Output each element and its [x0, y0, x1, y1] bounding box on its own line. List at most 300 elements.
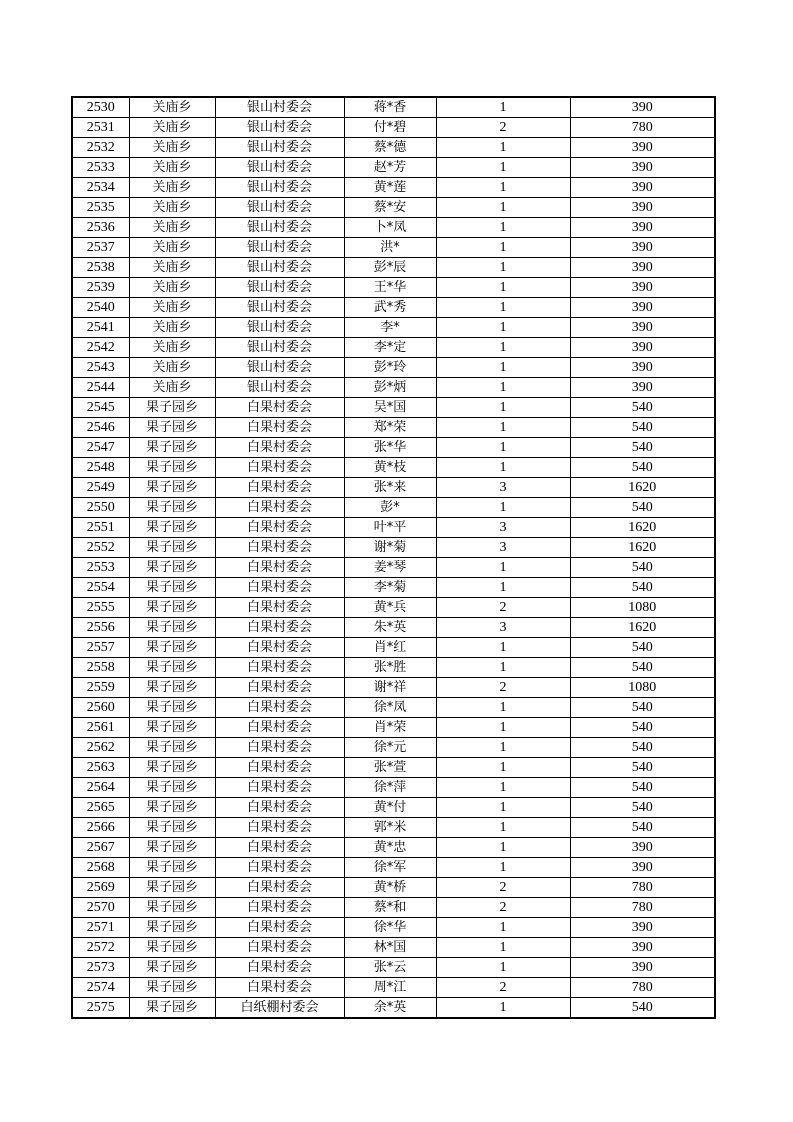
household-count-cell: 1 — [436, 198, 570, 218]
village-committee-cell: 白果村委会 — [215, 438, 344, 458]
township-cell: 果子园乡 — [129, 578, 215, 598]
amount-cell: 780 — [570, 878, 715, 898]
amount-cell: 1620 — [570, 478, 715, 498]
table-row — [72, 858, 715, 878]
household-count-cell: 1 — [436, 318, 570, 338]
row-number: 2552 — [72, 538, 129, 558]
recipient-name-cell: 洪* — [344, 238, 436, 258]
amount-cell: 540 — [570, 658, 715, 678]
household-count-cell: 1 — [436, 858, 570, 878]
recipient-name-cell: 李* — [344, 318, 436, 338]
row-number: 2549 — [72, 478, 129, 498]
township-cell: 果子园乡 — [129, 478, 215, 498]
township-cell: 关庙乡 — [129, 278, 215, 298]
township-cell: 果子园乡 — [129, 558, 215, 578]
household-count-cell: 1 — [436, 438, 570, 458]
township-cell: 果子园乡 — [129, 798, 215, 818]
village-committee-cell: 白果村委会 — [215, 678, 344, 698]
table-row — [72, 578, 715, 598]
household-count-cell: 1 — [436, 558, 570, 578]
household-count-cell: 3 — [436, 478, 570, 498]
row-number: 2536 — [72, 218, 129, 238]
recipient-name-cell: 谢*祥 — [344, 678, 436, 698]
amount-cell: 780 — [570, 978, 715, 998]
township-cell: 果子园乡 — [129, 638, 215, 658]
village-committee-cell: 白果村委会 — [215, 818, 344, 838]
village-committee-cell: 银山村委会 — [215, 378, 344, 398]
amount-cell: 540 — [570, 758, 715, 778]
row-number: 2539 — [72, 278, 129, 298]
row-number: 2548 — [72, 458, 129, 478]
village-committee-cell: 银山村委会 — [215, 358, 344, 378]
row-number: 2531 — [72, 118, 129, 138]
village-committee-cell: 白果村委会 — [215, 978, 344, 998]
amount-cell: 390 — [570, 158, 715, 178]
amount-cell: 540 — [570, 718, 715, 738]
amount-cell: 390 — [570, 238, 715, 258]
row-number: 2551 — [72, 518, 129, 538]
township-cell: 果子园乡 — [129, 498, 215, 518]
township-cell: 关庙乡 — [129, 218, 215, 238]
amount-cell: 780 — [570, 898, 715, 918]
village-committee-cell: 白纸棚村委会 — [215, 998, 344, 1019]
table-row — [72, 298, 715, 318]
township-cell: 关庙乡 — [129, 158, 215, 178]
amount-cell: 540 — [570, 998, 715, 1019]
recipient-name-cell: 林*国 — [344, 938, 436, 958]
amount-cell: 390 — [570, 138, 715, 158]
row-number: 2553 — [72, 558, 129, 578]
village-committee-cell: 白果村委会 — [215, 638, 344, 658]
township-cell: 关庙乡 — [129, 378, 215, 398]
row-number: 2530 — [72, 97, 129, 118]
table-row — [72, 358, 715, 378]
village-committee-cell: 银山村委会 — [215, 238, 344, 258]
table-row — [72, 378, 715, 398]
table-row — [72, 438, 715, 458]
household-count-cell: 1 — [436, 998, 570, 1019]
row-number: 2555 — [72, 598, 129, 618]
row-number: 2537 — [72, 238, 129, 258]
household-count-cell: 2 — [436, 118, 570, 138]
village-committee-cell: 白果村委会 — [215, 738, 344, 758]
row-number: 2541 — [72, 318, 129, 338]
village-committee-cell: 白果村委会 — [215, 898, 344, 918]
recipient-name-cell: 蔡*和 — [344, 898, 436, 918]
amount-cell: 780 — [570, 118, 715, 138]
village-committee-cell: 白果村委会 — [215, 698, 344, 718]
recipient-name-cell: 吴*国 — [344, 398, 436, 418]
household-count-cell: 1 — [436, 738, 570, 758]
table-row — [72, 478, 715, 498]
township-cell: 果子园乡 — [129, 778, 215, 798]
recipient-name-cell: 张*胜 — [344, 658, 436, 678]
row-number: 2538 — [72, 258, 129, 278]
table-row — [72, 598, 715, 618]
table-row — [72, 118, 715, 138]
township-cell: 关庙乡 — [129, 358, 215, 378]
row-number: 2560 — [72, 698, 129, 718]
township-cell: 果子园乡 — [129, 958, 215, 978]
amount-cell: 1620 — [570, 538, 715, 558]
row-number: 2547 — [72, 438, 129, 458]
household-count-cell: 1 — [436, 238, 570, 258]
recipient-name-cell: 付*碧 — [344, 118, 436, 138]
row-number: 2544 — [72, 378, 129, 398]
village-committee-cell: 银山村委会 — [215, 178, 344, 198]
township-cell: 关庙乡 — [129, 178, 215, 198]
recipient-name-cell: 姜*琴 — [344, 558, 436, 578]
row-number: 2558 — [72, 658, 129, 678]
recipient-name-cell: 蔡*德 — [344, 138, 436, 158]
township-cell: 果子园乡 — [129, 678, 215, 698]
village-committee-cell: 白果村委会 — [215, 598, 344, 618]
table-body — [72, 97, 715, 1018]
table-row — [72, 738, 715, 758]
recipient-name-cell: 余*英 — [344, 998, 436, 1019]
household-count-cell: 1 — [436, 178, 570, 198]
table-row — [72, 518, 715, 538]
amount-cell: 540 — [570, 418, 715, 438]
row-number: 2550 — [72, 498, 129, 518]
amount-cell: 390 — [570, 918, 715, 938]
row-number: 2568 — [72, 858, 129, 878]
recipient-name-cell: 卜*凤 — [344, 218, 436, 238]
recipient-name-cell: 李*定 — [344, 338, 436, 358]
table-row — [72, 918, 715, 938]
household-count-cell: 1 — [436, 358, 570, 378]
table-row — [72, 798, 715, 818]
household-count-cell: 1 — [436, 838, 570, 858]
village-committee-cell: 银山村委会 — [215, 278, 344, 298]
recipient-name-cell: 肖*荣 — [344, 718, 436, 738]
village-committee-cell: 银山村委会 — [215, 118, 344, 138]
recipient-name-cell: 蔡*安 — [344, 198, 436, 218]
row-number: 2556 — [72, 618, 129, 638]
household-count-cell: 1 — [436, 418, 570, 438]
row-number: 2572 — [72, 938, 129, 958]
recipient-name-cell: 徐*华 — [344, 918, 436, 938]
township-cell: 果子园乡 — [129, 858, 215, 878]
amount-cell: 390 — [570, 338, 715, 358]
recipient-name-cell: 张*来 — [344, 478, 436, 498]
village-committee-cell: 白果村委会 — [215, 838, 344, 858]
row-number: 2554 — [72, 578, 129, 598]
amount-cell: 390 — [570, 358, 715, 378]
amount-cell: 390 — [570, 378, 715, 398]
recipient-name-cell: 周*江 — [344, 978, 436, 998]
village-committee-cell: 白果村委会 — [215, 618, 344, 638]
row-number: 2573 — [72, 958, 129, 978]
amount-cell: 390 — [570, 298, 715, 318]
row-number: 2566 — [72, 818, 129, 838]
village-committee-cell: 白果村委会 — [215, 518, 344, 538]
household-count-cell: 1 — [436, 338, 570, 358]
household-count-cell: 1 — [436, 378, 570, 398]
household-count-cell: 1 — [436, 218, 570, 238]
amount-cell: 540 — [570, 458, 715, 478]
table-row — [72, 818, 715, 838]
table-row — [72, 278, 715, 298]
village-committee-cell: 白果村委会 — [215, 538, 344, 558]
amount-cell: 1080 — [570, 678, 715, 698]
row-number: 2564 — [72, 778, 129, 798]
township-cell: 果子园乡 — [129, 758, 215, 778]
village-committee-cell: 白果村委会 — [215, 718, 344, 738]
township-cell: 果子园乡 — [129, 438, 215, 458]
household-count-cell: 2 — [436, 678, 570, 698]
township-cell: 果子园乡 — [129, 598, 215, 618]
township-cell: 果子园乡 — [129, 718, 215, 738]
table-row — [72, 938, 715, 958]
recipient-name-cell: 郑*荣 — [344, 418, 436, 438]
township-cell: 果子园乡 — [129, 538, 215, 558]
amount-cell: 390 — [570, 258, 715, 278]
township-cell: 果子园乡 — [129, 418, 215, 438]
recipient-name-cell: 赵*芳 — [344, 158, 436, 178]
household-count-cell: 1 — [436, 278, 570, 298]
amount-cell: 390 — [570, 938, 715, 958]
village-committee-cell: 白果村委会 — [215, 878, 344, 898]
household-count-cell: 1 — [436, 918, 570, 938]
amount-cell: 390 — [570, 318, 715, 338]
recipient-name-cell: 张*云 — [344, 958, 436, 978]
township-cell: 关庙乡 — [129, 97, 215, 118]
recipient-name-cell: 彭*玲 — [344, 358, 436, 378]
household-count-cell: 1 — [436, 818, 570, 838]
recipient-name-cell: 武*秀 — [344, 298, 436, 318]
table-row — [72, 998, 715, 1019]
village-committee-cell: 白果村委会 — [215, 758, 344, 778]
row-number: 2575 — [72, 998, 129, 1019]
recipient-name-cell: 黄*桥 — [344, 878, 436, 898]
table-row — [72, 97, 715, 118]
table-row — [72, 958, 715, 978]
recipient-name-cell: 张*萱 — [344, 758, 436, 778]
household-count-cell: 1 — [436, 158, 570, 178]
village-committee-cell: 银山村委会 — [215, 298, 344, 318]
village-committee-cell: 白果村委会 — [215, 778, 344, 798]
table-row — [72, 258, 715, 278]
township-cell: 果子园乡 — [129, 398, 215, 418]
row-number: 2533 — [72, 158, 129, 178]
table-row — [72, 538, 715, 558]
recipient-name-cell: 黄*忠 — [344, 838, 436, 858]
household-count-cell: 1 — [436, 298, 570, 318]
village-committee-cell: 白果村委会 — [215, 798, 344, 818]
recipient-name-cell: 王*华 — [344, 278, 436, 298]
village-committee-cell: 银山村委会 — [215, 97, 344, 118]
row-number: 2569 — [72, 878, 129, 898]
township-cell: 关庙乡 — [129, 198, 215, 218]
household-count-cell: 1 — [436, 578, 570, 598]
village-committee-cell: 银山村委会 — [215, 338, 344, 358]
village-committee-cell: 银山村委会 — [215, 158, 344, 178]
row-number: 2534 — [72, 178, 129, 198]
household-count-cell: 1 — [436, 138, 570, 158]
township-cell: 关庙乡 — [129, 318, 215, 338]
township-cell: 关庙乡 — [129, 138, 215, 158]
row-number: 2559 — [72, 678, 129, 698]
row-number: 2565 — [72, 798, 129, 818]
household-count-cell: 1 — [436, 938, 570, 958]
row-number: 2543 — [72, 358, 129, 378]
table-row — [72, 698, 715, 718]
recipient-name-cell: 肖*红 — [344, 638, 436, 658]
amount-cell: 540 — [570, 778, 715, 798]
township-cell: 果子园乡 — [129, 898, 215, 918]
amount-cell: 390 — [570, 97, 715, 118]
amount-cell: 540 — [570, 698, 715, 718]
township-cell: 果子园乡 — [129, 998, 215, 1019]
household-count-cell: 1 — [436, 638, 570, 658]
household-count-cell: 2 — [436, 978, 570, 998]
recipient-name-cell: 彭*炳 — [344, 378, 436, 398]
subsidy-table — [71, 96, 716, 1019]
row-number: 2535 — [72, 198, 129, 218]
table-row — [72, 318, 715, 338]
village-committee-cell: 白果村委会 — [215, 478, 344, 498]
township-cell: 果子园乡 — [129, 918, 215, 938]
household-count-cell: 1 — [436, 658, 570, 678]
township-cell: 果子园乡 — [129, 618, 215, 638]
amount-cell: 390 — [570, 178, 715, 198]
village-committee-cell: 银山村委会 — [215, 218, 344, 238]
table-row — [72, 778, 715, 798]
recipient-name-cell: 黄*兵 — [344, 598, 436, 618]
recipient-name-cell: 李*菊 — [344, 578, 436, 598]
amount-cell: 540 — [570, 398, 715, 418]
household-count-cell: 2 — [436, 598, 570, 618]
row-number: 2567 — [72, 838, 129, 858]
table-row — [72, 838, 715, 858]
village-committee-cell: 白果村委会 — [215, 578, 344, 598]
amount-cell: 1620 — [570, 518, 715, 538]
recipient-name-cell: 徐*萍 — [344, 778, 436, 798]
amount-cell: 540 — [570, 578, 715, 598]
table-row — [72, 158, 715, 178]
village-committee-cell: 白果村委会 — [215, 658, 344, 678]
row-number: 2557 — [72, 638, 129, 658]
household-count-cell: 1 — [436, 258, 570, 278]
recipient-name-cell: 谢*菊 — [344, 538, 436, 558]
township-cell: 果子园乡 — [129, 978, 215, 998]
recipient-name-cell: 徐*元 — [344, 738, 436, 758]
township-cell: 果子园乡 — [129, 878, 215, 898]
township-cell: 果子园乡 — [129, 818, 215, 838]
household-count-cell: 3 — [436, 518, 570, 538]
table-row — [72, 718, 715, 738]
row-number: 2571 — [72, 918, 129, 938]
household-count-cell: 1 — [436, 778, 570, 798]
amount-cell: 540 — [570, 798, 715, 818]
recipient-name-cell: 朱*英 — [344, 618, 436, 638]
township-cell: 关庙乡 — [129, 298, 215, 318]
recipient-name-cell: 黄*莲 — [344, 178, 436, 198]
village-committee-cell: 银山村委会 — [215, 318, 344, 338]
household-count-cell: 1 — [436, 698, 570, 718]
table-row — [72, 638, 715, 658]
household-count-cell: 3 — [436, 618, 570, 638]
amount-cell: 540 — [570, 498, 715, 518]
recipient-name-cell: 郭*米 — [344, 818, 436, 838]
recipient-name-cell: 徐*凤 — [344, 698, 436, 718]
household-count-cell: 1 — [436, 458, 570, 478]
amount-cell: 390 — [570, 958, 715, 978]
village-committee-cell: 白果村委会 — [215, 498, 344, 518]
amount-cell: 540 — [570, 818, 715, 838]
row-number: 2545 — [72, 398, 129, 418]
amount-cell: 540 — [570, 638, 715, 658]
township-cell: 关庙乡 — [129, 118, 215, 138]
table-row — [72, 978, 715, 998]
table-row — [72, 218, 715, 238]
table-row — [72, 238, 715, 258]
row-number: 2532 — [72, 138, 129, 158]
amount-cell: 390 — [570, 858, 715, 878]
village-committee-cell: 银山村委会 — [215, 198, 344, 218]
table-row — [72, 758, 715, 778]
table-row — [72, 558, 715, 578]
village-committee-cell: 白果村委会 — [215, 858, 344, 878]
recipient-name-cell: 张*华 — [344, 438, 436, 458]
township-cell: 果子园乡 — [129, 938, 215, 958]
township-cell: 关庙乡 — [129, 238, 215, 258]
recipient-name-cell: 叶*平 — [344, 518, 436, 538]
household-count-cell: 1 — [436, 718, 570, 738]
table-row — [72, 658, 715, 678]
township-cell: 关庙乡 — [129, 258, 215, 278]
row-number: 2563 — [72, 758, 129, 778]
table-row — [72, 618, 715, 638]
township-cell: 关庙乡 — [129, 338, 215, 358]
table-row — [72, 398, 715, 418]
table-row — [72, 198, 715, 218]
amount-cell: 540 — [570, 738, 715, 758]
township-cell: 果子园乡 — [129, 458, 215, 478]
village-committee-cell: 白果村委会 — [215, 918, 344, 938]
amount-cell: 1620 — [570, 618, 715, 638]
table-row — [72, 678, 715, 698]
table-row — [72, 878, 715, 898]
table-row — [72, 138, 715, 158]
household-count-cell: 1 — [436, 97, 570, 118]
amount-cell: 540 — [570, 558, 715, 578]
recipient-name-cell: 黄*付 — [344, 798, 436, 818]
recipient-name-cell: 彭* — [344, 498, 436, 518]
amount-cell: 1080 — [570, 598, 715, 618]
village-committee-cell: 白果村委会 — [215, 418, 344, 438]
household-count-cell: 1 — [436, 798, 570, 818]
table-row — [72, 498, 715, 518]
table-row — [72, 178, 715, 198]
household-count-cell: 1 — [436, 498, 570, 518]
township-cell: 果子园乡 — [129, 658, 215, 678]
row-number: 2546 — [72, 418, 129, 438]
township-cell: 果子园乡 — [129, 738, 215, 758]
table-row — [72, 418, 715, 438]
village-committee-cell: 白果村委会 — [215, 938, 344, 958]
township-cell: 果子园乡 — [129, 518, 215, 538]
household-count-cell: 2 — [436, 898, 570, 918]
village-committee-cell: 白果村委会 — [215, 398, 344, 418]
amount-cell: 540 — [570, 438, 715, 458]
amount-cell: 390 — [570, 198, 715, 218]
household-count-cell: 1 — [436, 758, 570, 778]
township-cell: 果子园乡 — [129, 838, 215, 858]
row-number: 2574 — [72, 978, 129, 998]
household-count-cell: 2 — [436, 878, 570, 898]
